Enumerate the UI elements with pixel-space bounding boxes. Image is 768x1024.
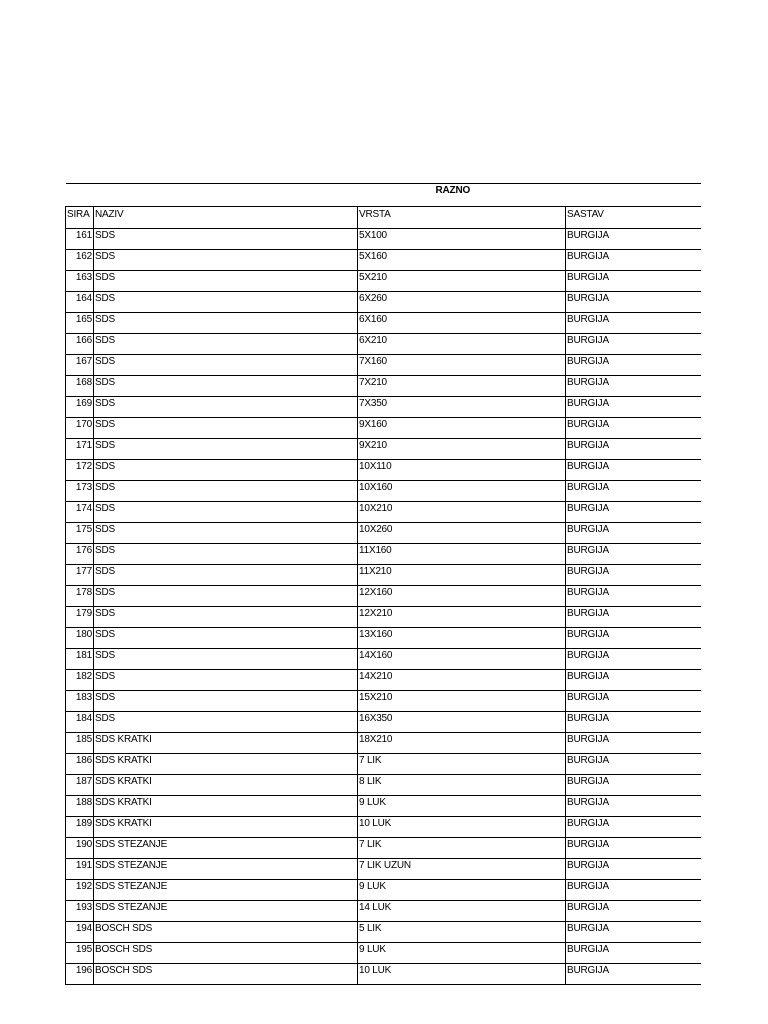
cell-sira[interactable]: 192: [66, 880, 94, 901]
cell-vrsta[interactable]: 16X350: [358, 712, 566, 733]
cell-sira[interactable]: 190: [66, 838, 94, 859]
cell-sastav[interactable]: BURGIJA: [566, 859, 701, 880]
cell-sira[interactable]: 193: [66, 901, 94, 922]
cell-naziv[interactable]: BOSCH SDS: [94, 943, 358, 964]
cell-vrsta[interactable]: 7X160: [358, 355, 566, 376]
cell-naziv[interactable]: SDS KRATKI: [94, 817, 358, 838]
cell-naziv[interactable]: SDS: [94, 250, 358, 271]
cell-naziv[interactable]: SDS KRATKI: [94, 754, 358, 775]
cell-vrsta[interactable]: 11X160: [358, 544, 566, 565]
cell-vrsta[interactable]: 6X160: [358, 313, 566, 334]
cell-sira[interactable]: 176: [66, 544, 94, 565]
cell-naziv[interactable]: SDS: [94, 376, 358, 397]
cell-naziv[interactable]: SDS STEZANJE: [94, 859, 358, 880]
cell-sira[interactable]: 170: [66, 418, 94, 439]
cell-sira[interactable]: 173: [66, 481, 94, 502]
cell-naziv[interactable]: SDS: [94, 481, 358, 502]
cell-naziv[interactable]: SDS: [94, 418, 358, 439]
table-row: [66, 418, 701, 439]
cell-sira[interactable]: 189: [66, 817, 94, 838]
cell-sastav[interactable]: BURGIJA: [566, 733, 701, 754]
cell-sastav[interactable]: BURGIJA: [566, 565, 701, 586]
cell-naziv[interactable]: SDS: [94, 439, 358, 460]
spreadsheet-sheet: [65, 183, 700, 985]
cell-naziv[interactable]: SDS KRATKI: [94, 796, 358, 817]
cell-naziv[interactable]: SDS: [94, 502, 358, 523]
cell-sastav[interactable]: BURGIJA: [566, 775, 701, 796]
cell-sastav[interactable]: BURGIJA: [566, 250, 701, 271]
cell-sastav[interactable]: BURGIJA: [566, 943, 701, 964]
header-row: [66, 207, 701, 229]
cell-naziv[interactable]: SDS: [94, 712, 358, 733]
table-row: [66, 670, 701, 691]
cell-vrsta[interactable]: 9X210: [358, 439, 566, 460]
razno-table: [65, 183, 701, 985]
cell-naziv[interactable]: SDS: [94, 649, 358, 670]
cell-sastav[interactable]: BURGIJA: [566, 460, 701, 481]
cell-naziv[interactable]: SDS: [94, 397, 358, 418]
table-row: [66, 880, 701, 901]
cell-vrsta[interactable]: 7X210: [358, 376, 566, 397]
cell-naziv[interactable]: SDS STEZANJE: [94, 838, 358, 859]
cell-vrsta[interactable]: 5X100: [358, 229, 566, 250]
cell-vrsta[interactable]: 10 LUK: [358, 964, 566, 985]
cell-sastav[interactable]: BURGIJA: [566, 502, 701, 523]
cell-vrsta[interactable]: 7 LIK: [358, 838, 566, 859]
cell-sira[interactable]: 195: [66, 943, 94, 964]
table-row: [66, 439, 701, 460]
header-naziv[interactable]: NAZIV: [94, 207, 358, 229]
cell-vrsta[interactable]: 10 LUK: [358, 817, 566, 838]
table-row: [66, 796, 701, 817]
cell-sira[interactable]: 164: [66, 292, 94, 313]
table-row: [66, 838, 701, 859]
cell-sira[interactable]: 168: [66, 376, 94, 397]
cell-vrsta[interactable]: 5 LIK: [358, 922, 566, 943]
table-row: [66, 943, 701, 964]
cell-sastav[interactable]: BURGIJA: [566, 229, 701, 250]
cell-sastav[interactable]: BURGIJA: [566, 292, 701, 313]
table-row: [66, 313, 701, 334]
table-row: [66, 355, 701, 376]
cell-sastav[interactable]: BURGIJA: [566, 922, 701, 943]
cell-sira[interactable]: 169: [66, 397, 94, 418]
cell-sira[interactable]: 187: [66, 775, 94, 796]
table-row: [66, 544, 701, 565]
cell-sira[interactable]: 171: [66, 439, 94, 460]
cell-sira[interactable]: 194: [66, 922, 94, 943]
table-row: [66, 901, 701, 922]
cell-naziv[interactable]: SDS: [94, 271, 358, 292]
table-row: [66, 292, 701, 313]
cell-sira[interactable]: 184: [66, 712, 94, 733]
cell-naziv[interactable]: SDS: [94, 565, 358, 586]
cell-sastav[interactable]: BURGIJA: [566, 817, 701, 838]
table-row: [66, 817, 701, 838]
cell-naziv[interactable]: SDS: [94, 691, 358, 712]
cell-sastav[interactable]: BURGIJA: [566, 607, 701, 628]
cell-vrsta[interactable]: 10X160: [358, 481, 566, 502]
cell-vrsta[interactable]: 12X210: [358, 607, 566, 628]
cell-naziv[interactable]: BOSCH SDS: [94, 922, 358, 943]
cell-sira[interactable]: 186: [66, 754, 94, 775]
cell-sastav[interactable]: BURGIJA: [566, 880, 701, 901]
cell-vrsta[interactable]: 5X160: [358, 250, 566, 271]
cell-vrsta[interactable]: 8 LIK: [358, 775, 566, 796]
cell-vrsta[interactable]: 10X210: [358, 502, 566, 523]
cell-sira[interactable]: 163: [66, 271, 94, 292]
table-row: [66, 922, 701, 943]
cell-sira[interactable]: 174: [66, 502, 94, 523]
cell-vrsta[interactable]: 9 LUK: [358, 880, 566, 901]
cell-vrsta[interactable]: 7 LIK: [358, 754, 566, 775]
table-row: [66, 481, 701, 502]
table-row: [66, 775, 701, 796]
table-row: [66, 733, 701, 754]
cell-sira[interactable]: 178: [66, 586, 94, 607]
table-row: [66, 712, 701, 733]
cell-sastav[interactable]: BURGIJA: [566, 628, 701, 649]
cell-naziv[interactable]: SDS KRATKI: [94, 775, 358, 796]
cell-sastav[interactable]: BURGIJA: [566, 649, 701, 670]
cell-vrsta[interactable]: 6X260: [358, 292, 566, 313]
cell-vrsta[interactable]: 13X160: [358, 628, 566, 649]
cell-sira[interactable]: 188: [66, 796, 94, 817]
cell-vrsta[interactable]: 5X210: [358, 271, 566, 292]
table-row: [66, 229, 701, 250]
cell-naziv[interactable]: SDS: [94, 670, 358, 691]
table-row: [66, 271, 701, 292]
table-row: [66, 502, 701, 523]
cell-vrsta[interactable]: 11X210: [358, 565, 566, 586]
table-row: [66, 397, 701, 418]
table-row: [66, 859, 701, 880]
cell-vrsta[interactable]: 12X160: [358, 586, 566, 607]
cell-sastav[interactable]: BURGIJA: [566, 796, 701, 817]
cell-naziv[interactable]: SDS STEZANJE: [94, 901, 358, 922]
cell-vrsta[interactable]: 14X160: [358, 649, 566, 670]
header-sastav[interactable]: SASTAV: [566, 207, 701, 229]
cell-sira[interactable]: 165: [66, 313, 94, 334]
cell-sira[interactable]: 161: [66, 229, 94, 250]
header-sira[interactable]: SIRA: [66, 207, 94, 229]
cell-sira[interactable]: 191: [66, 859, 94, 880]
cell-naziv[interactable]: SDS: [94, 313, 358, 334]
table-row: [66, 628, 701, 649]
cell-sira[interactable]: 182: [66, 670, 94, 691]
cell-sira[interactable]: 162: [66, 250, 94, 271]
cell-sira[interactable]: 166: [66, 334, 94, 355]
cell-sastav[interactable]: BURGIJA: [566, 523, 701, 544]
cell-sastav[interactable]: BURGIJA: [566, 838, 701, 859]
cell-sira[interactable]: 172: [66, 460, 94, 481]
cell-sira[interactable]: 175: [66, 523, 94, 544]
table-row: [66, 460, 701, 481]
cell-vrsta[interactable]: 14X210: [358, 670, 566, 691]
cell-sastav[interactable]: BURGIJA: [566, 754, 701, 775]
table-row: [66, 586, 701, 607]
cell-naziv[interactable]: SDS: [94, 586, 358, 607]
cell-naziv[interactable]: SDS: [94, 355, 358, 376]
cell-vrsta[interactable]: 7 LIK UZUN: [358, 859, 566, 880]
cell-naziv[interactable]: SDS: [94, 628, 358, 649]
cell-naziv[interactable]: SDS: [94, 292, 358, 313]
cell-vrsta[interactable]: 18X210: [358, 733, 566, 754]
title-row: [66, 184, 701, 207]
cell-naziv[interactable]: BOSCH SDS: [94, 964, 358, 985]
cell-sastav[interactable]: BURGIJA: [566, 544, 701, 565]
cell-naziv[interactable]: SDS: [94, 460, 358, 481]
cell-sastav[interactable]: BURGIJA: [566, 439, 701, 460]
table-row: [66, 376, 701, 397]
table-row: [66, 691, 701, 712]
cell-sira[interactable]: 179: [66, 607, 94, 628]
cell-sastav[interactable]: BURGIJA: [566, 670, 701, 691]
table-row: [66, 964, 701, 985]
cell-sira[interactable]: 183: [66, 691, 94, 712]
cell-sastav[interactable]: BURGIJA: [566, 313, 701, 334]
cell-sastav[interactable]: BURGIJA: [566, 334, 701, 355]
cell-sastav[interactable]: BURGIJA: [566, 481, 701, 502]
table-row: [66, 565, 701, 586]
cell-sastav[interactable]: BURGIJA: [566, 964, 701, 985]
cell-naziv[interactable]: SDS: [94, 544, 358, 565]
cell-vrsta[interactable]: 14 LUK: [358, 901, 566, 922]
cell-sastav[interactable]: BURGIJA: [566, 691, 701, 712]
cell-sastav[interactable]: BURGIJA: [566, 712, 701, 733]
table-row: [66, 649, 701, 670]
cell-naziv[interactable]: SDS: [94, 229, 358, 250]
cell-sira[interactable]: 167: [66, 355, 94, 376]
cell-naziv[interactable]: SDS: [94, 523, 358, 544]
table-row: [66, 250, 701, 271]
cell-sira[interactable]: 181: [66, 649, 94, 670]
cell-naziv[interactable]: SDS: [94, 334, 358, 355]
header-vrsta[interactable]: VRSTA: [358, 207, 566, 229]
cell-sastav[interactable]: BURGIJA: [566, 355, 701, 376]
cell-sastav[interactable]: BURGIJA: [566, 901, 701, 922]
cell-sastav[interactable]: BURGIJA: [566, 397, 701, 418]
table-row: [66, 607, 701, 628]
cell-sira[interactable]: 177: [66, 565, 94, 586]
cell-naziv[interactable]: SDS KRATKI: [94, 733, 358, 754]
cell-vrsta[interactable]: 9 LUK: [358, 796, 566, 817]
table-body: [66, 184, 701, 985]
cell-vrsta[interactable]: 10X260: [358, 523, 566, 544]
cell-sastav[interactable]: BURGIJA: [566, 586, 701, 607]
table-row: [66, 334, 701, 355]
cell-vrsta[interactable]: 7X350: [358, 397, 566, 418]
cell-naziv[interactable]: SDS: [94, 607, 358, 628]
cell-sastav[interactable]: BURGIJA: [566, 418, 701, 439]
cell-naziv[interactable]: SDS STEZANJE: [94, 880, 358, 901]
cell-vrsta[interactable]: 15X210: [358, 691, 566, 712]
cell-sira[interactable]: 185: [66, 733, 94, 754]
cell-sira[interactable]: 180: [66, 628, 94, 649]
cell-sira[interactable]: 196: [66, 964, 94, 985]
sheet-title[interactable]: RAZNO: [66, 184, 701, 207]
cell-sastav[interactable]: BURGIJA: [566, 271, 701, 292]
cell-vrsta[interactable]: 9 LUK: [358, 943, 566, 964]
cell-sastav[interactable]: BURGIJA: [566, 376, 701, 397]
table-row: [66, 523, 701, 544]
cell-vrsta[interactable]: 6X210: [358, 334, 566, 355]
cell-vrsta[interactable]: 10X110: [358, 460, 566, 481]
table-row: [66, 754, 701, 775]
cell-vrsta[interactable]: 9X160: [358, 418, 566, 439]
